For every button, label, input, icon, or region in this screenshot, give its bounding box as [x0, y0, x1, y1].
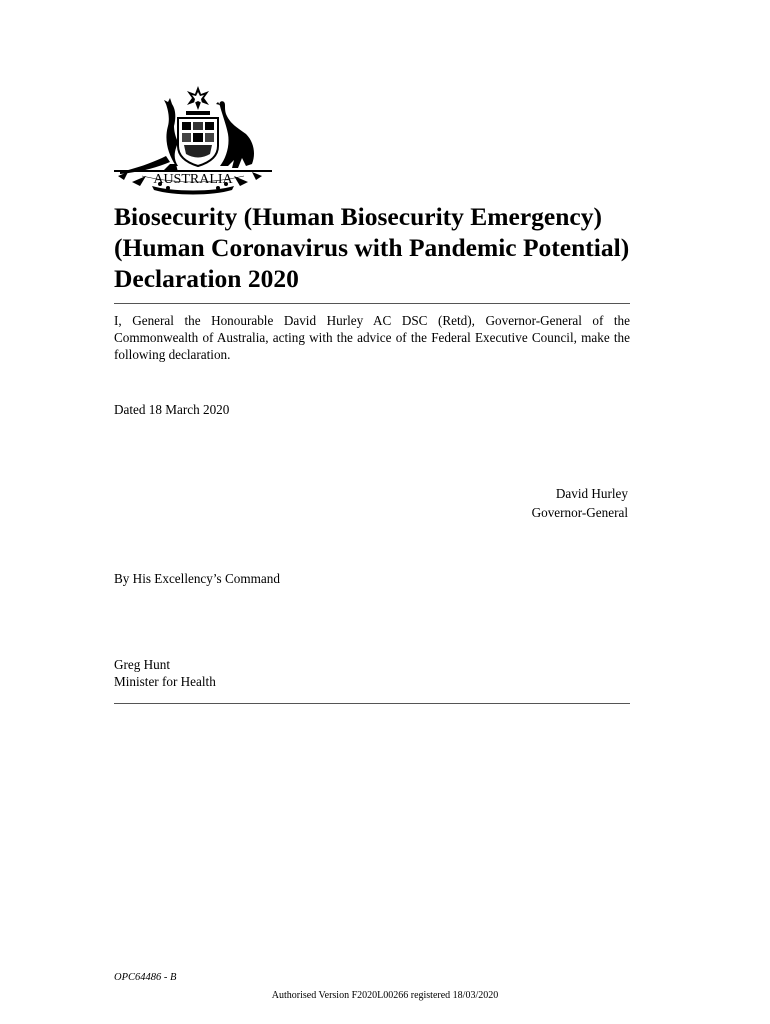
title-line-2: (Human Coronavirus with Pandemic Potential)	[114, 233, 630, 262]
preamble-paragraph: I, General the Honourable David Hurley AC DSC (Retd), Governor-General of the Commonwealth of Australia, acting with the advice of the Federal Executive Council, make the following declaration.	[114, 313, 630, 362]
crest-label: AUSTRALIA	[153, 172, 233, 187]
document-reference: OPC64486 - B	[114, 972, 177, 983]
signer-name: David Hurley	[555, 486, 628, 501]
title-line-1: Biosecurity (Human Biosecurity Emergency)	[114, 202, 602, 231]
minister-name: Greg Hunt	[114, 657, 171, 672]
bottom-divider	[114, 703, 630, 704]
signer-title: Governor-General	[531, 505, 628, 520]
coat-of-arms-icon	[112, 84, 274, 196]
title-line-3: Declaration 2020	[114, 264, 299, 293]
dated-line: Dated 18 March 2020	[114, 402, 230, 417]
coat-of-arms	[112, 84, 274, 196]
signature-block-minister	[114, 656, 216, 690]
top-divider	[114, 303, 630, 304]
minister-title: Minister for Health	[114, 674, 216, 689]
signature-block-governor	[430, 484, 628, 522]
document-title	[114, 201, 674, 294]
command-line: By His Excellency’s Command	[114, 571, 280, 586]
authorised-version-footer: Authorised Version F2020L00266 registered 18/03/2020	[271, 990, 499, 1001]
